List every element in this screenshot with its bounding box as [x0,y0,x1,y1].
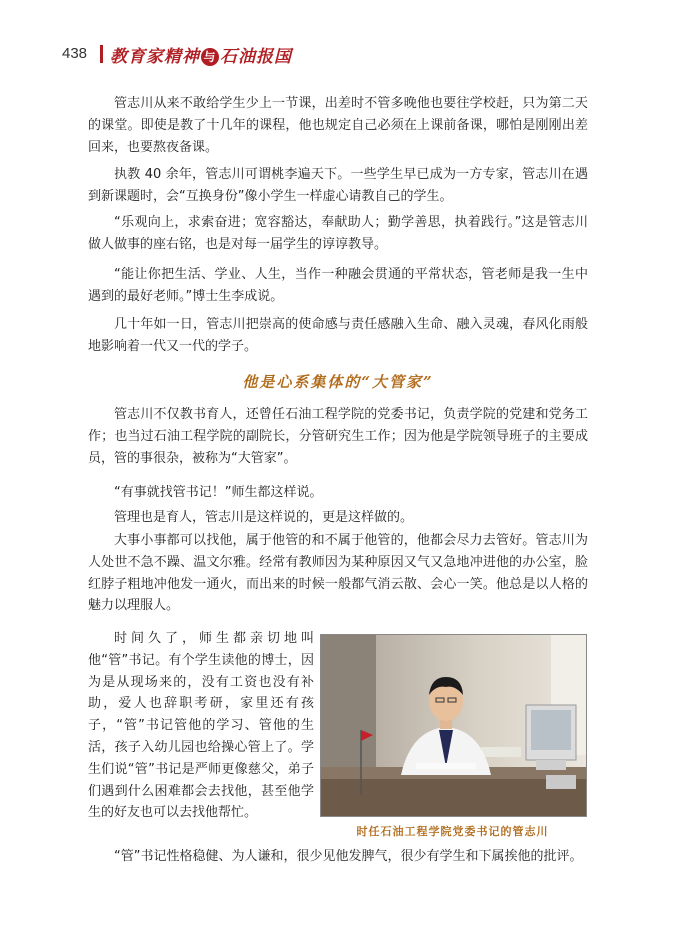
paragraph: 几十年如一日，管志川把崇高的使命感与责任感融入生命、融入灵魂，春风化雨般地影响着一代又一代的学子。 [88,317,588,354]
paragraph: 执教 40 余年，管志川可谓桃李遍天下。一些学生早已成为一方专家，管志川在遇到新课题时，会“互换身份”像小学生一样虚心请教自己的学生。 [88,167,588,204]
office-photo [320,634,587,817]
paragraph: 管理也是育人，管志川是这样说的，更是这样做的。 [114,510,414,525]
page-number: 438 [62,45,88,62]
book-title-left: 教育家精神 [110,47,200,67]
paragraph: 管志川从来不敢给学生少上一节课，出差时不管多晚他也要往学校赶，只为第二天的课堂。即使是教了十几年的课程，他也规定自己必须在上课前备课，哪怕是刚刚出差回来，也要熬夜备课。 [88,96,588,155]
section-heading: 他是心系集体的“大管家” [242,373,434,391]
header-divider [100,45,103,63]
paragraph: 管志川不仅教书育人，还曾任石油工程学院的党委书记，负责学院的党建和党务工作；也当过石油工程学院的副院长，分管研究生工作；因为他是学院领导班子的主要成员，管的事很杂，被称为“大管家”。 [88,407,588,466]
running-header [62,40,362,68]
book-title-mid: 与 [201,48,219,66]
portrait-illustration [321,635,586,816]
paragraph: “管”书记性格稳健、为人谦和，很少见他发脾气，很少有学生和下属挨他的批评。 [114,849,583,864]
paragraph: “乐观向上，求索奋进；宽容豁达，奉献助人；勤学善思，执着践行。”这是管志川做人做事的座右铭，也是对每一届学生的谆谆教导。 [88,215,588,252]
book-title [110,42,292,67]
paragraph: 大事小事都可以找他，属于他管的和不属于他管的，他都会尽力去管好。管志川为人处世不急不躁、温文尔雅。经常有教师因为某种原因又气又急地冲进他的办公室，脸红脖子粗地冲他发一通火，而出来的时候一般都气消云散、会心一笑。他总是以人格的魅力以理服人。 [88,533,588,614]
paragraph: “有事就找管书记！”师生都这样说。 [114,485,323,500]
paragraph-beside-photo: 时间久了，师生都亲切地叫他“管”书记。有个学生读他的博士，因为是从现场来的，没有工资也没有补助，爱人也辞职考研，家里还有孩子，“管”书记管他的学习、管他的生活，孩子入幼儿园也给操心管上了。学生们说“管”书记是严师更像慈父，弟子们遇到什么困难都会去找他，甚至他学生的好友也可以去找他帮忙。 [88,631,314,821]
photo-caption: 时任石油工程学院党委书记的管志川 [356,825,549,838]
paragraph: “能让你把生活、学业、人生，当作一种融会贯通的平常状态，管老师是我一生中遇到的最好老师。”博士生李成说。 [88,267,588,304]
book-title-right: 石油报国 [220,47,292,67]
